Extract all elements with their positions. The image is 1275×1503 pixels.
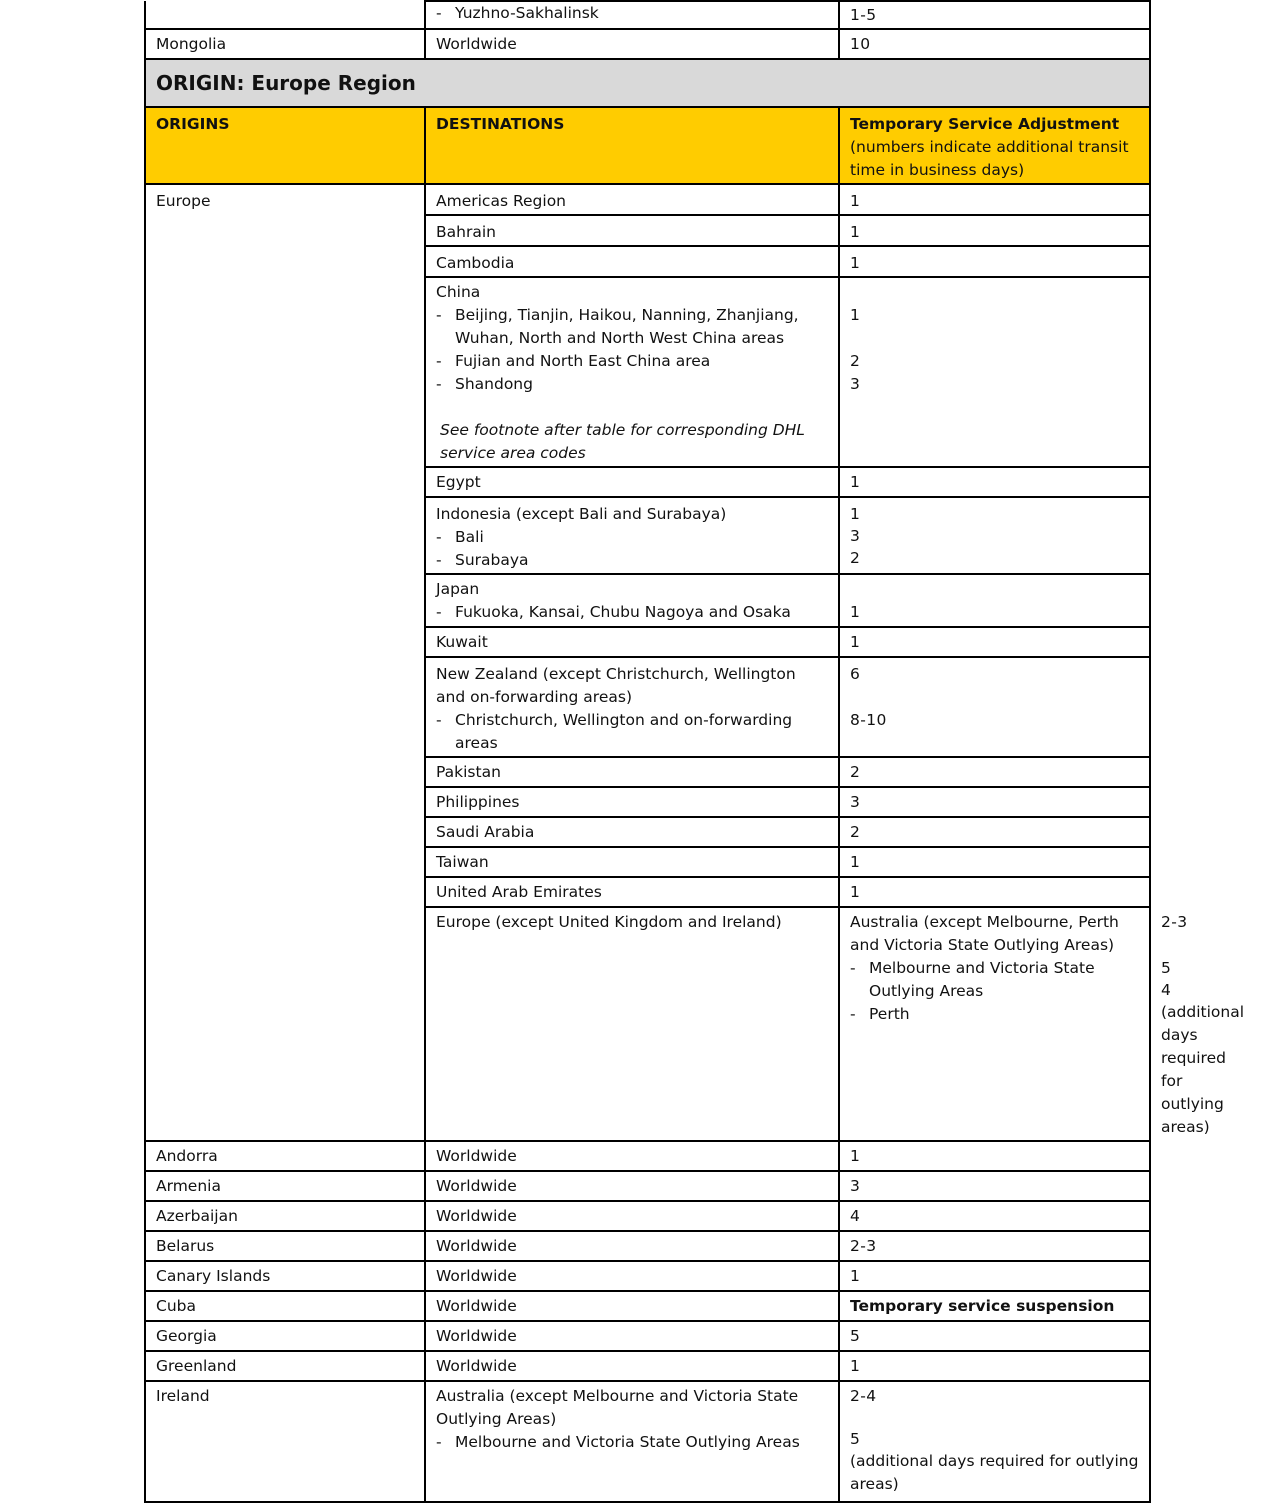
table-row (145, 1171, 1150, 1201)
adjustment-cell: 1 (839, 215, 1150, 246)
table-row (145, 1321, 1150, 1351)
table-row (145, 1291, 1150, 1321)
origin-cell: Armenia (145, 1171, 425, 1201)
adjustment-value: 2 (850, 352, 861, 370)
table-row (145, 1, 1150, 29)
destination-subitem: - Bali (436, 526, 828, 549)
destination-cell: Bahrain (425, 215, 839, 246)
table-row: Europe (except United Kingdom and Ireland) Australia (except Melbourne, Perth and Victoria State Outlying Areas) - Melbourne and Victoria State Outlying Areas - Perth 2-3 5 4 (additional days required for outlying areas) (145, 907, 1150, 1141)
destination-cell: Americas Region (425, 184, 839, 215)
origin-cell: Mongolia (145, 29, 425, 59)
origin-cell: Cuba (145, 1291, 425, 1321)
adjustment-value: 1 (850, 505, 861, 523)
destination-cell-indonesia (425, 497, 839, 574)
header-adjustment-title: Temporary Service Adjustment (850, 115, 1120, 133)
destination-subitem: - Christchurch, Wellington and on-forwarding areas (436, 709, 828, 755)
adjustment-value: 2 (850, 549, 861, 567)
destination-cell: Worldwide (425, 1141, 839, 1171)
adjustment-value: 3 (850, 375, 861, 393)
adjustment-value: 1 (850, 603, 861, 621)
adjustment-cell: 2 (839, 817, 1150, 847)
destination-main: Australia (except Melbourne, Perth and Victoria State Outlying Areas) (850, 913, 1119, 954)
destination-cell-china (425, 277, 839, 467)
destination-main: Indonesia (except Bali and Surabaya) (436, 505, 727, 523)
adjustment-cell (839, 1381, 1150, 1502)
adjustment-cell: 4 (839, 1201, 1150, 1231)
adjustment-cell: 2-3 (839, 1231, 1150, 1261)
destination-cell-japan (425, 574, 839, 627)
adjustment-cell: 1 (839, 1351, 1150, 1381)
footnote-reference: See footnote after table for corresponding DHL service area codes (440, 421, 805, 462)
region-title-row (145, 59, 1150, 107)
destination-cell: Worldwide (425, 1321, 839, 1351)
header-destinations: DESTINATIONS (425, 107, 839, 184)
destination-main: New Zealand (except Christchurch, Wellington and on-forwarding areas) (436, 665, 796, 706)
adjustment-cell: 1 (839, 847, 1150, 877)
destination-subitem: - Yuzhno-Sakhalinsk (436, 2, 828, 25)
destination-cell: Worldwide (425, 1261, 839, 1291)
destination-subitem: - Melbourne and Victoria State Outlying Areas (850, 957, 1139, 1003)
destination-cell: Taiwan (425, 847, 839, 877)
service-adjustment-table (144, 0, 1245, 1503)
destination-cell (425, 1, 839, 29)
origin-cell-europe: Europe (145, 184, 425, 1141)
destination-cell: Worldwide (425, 1291, 839, 1321)
adjustment-cell (839, 657, 1150, 757)
adjustment-cell: 2 (839, 757, 1150, 787)
destination-subitem: - Beijing, Tianjin, Haikou, Nanning, Zhanjiang, Wuhan, North and North West China areas (436, 304, 828, 350)
destination-cell (839, 907, 1150, 1141)
destination-cell: Cambodia (425, 246, 839, 277)
adjustment-value: 3 (850, 527, 861, 545)
table-row (145, 1261, 1150, 1291)
adjustment-cell: 1 (839, 246, 1150, 277)
adjustment-cell: 1 (839, 467, 1150, 497)
table-header-row (145, 107, 1150, 184)
adjustment-cell (839, 277, 1150, 467)
destination-cell: Egypt (425, 467, 839, 497)
destination-subitem: - Shandong (436, 373, 828, 396)
destination-cell-new-zealand (425, 657, 839, 757)
destination-cell: Worldwide (425, 1171, 839, 1201)
destination-cell: Worldwide (425, 1351, 839, 1381)
table-row (145, 29, 1150, 59)
service-suspension-cell: Temporary service suspension (839, 1291, 1150, 1321)
header-adjustment-note: (numbers indicate additional transit time in business days) (850, 138, 1129, 179)
adjustment-cell: 5 (839, 1321, 1150, 1351)
adjustment-value: 1 (850, 306, 861, 324)
destination-cell: Worldwide (425, 1201, 839, 1231)
destination-cell: Kuwait (425, 627, 839, 657)
table-row (145, 1141, 1150, 1171)
origin-cell: Ireland (145, 1381, 425, 1502)
region-title: ORIGIN: Europe Region (145, 59, 1150, 107)
adjustment-cell: 3 (839, 1171, 1150, 1201)
adjustment-cell: 1 (839, 184, 1150, 215)
destination-cell: United Arab Emirates (425, 877, 839, 907)
table-row (145, 1381, 1150, 1502)
header-origins: ORIGINS (145, 107, 425, 184)
origin-cell: Belarus (145, 1231, 425, 1261)
origin-cell: Canary Islands (145, 1261, 425, 1291)
transit-table-document (144, 0, 1245, 1503)
destination-subitem: - Surabaya (436, 549, 828, 572)
adjustment-cell: 1 (839, 627, 1150, 657)
destination-cell: Philippines (425, 787, 839, 817)
origin-cell: Europe (except United Kingdom and Ireland) (425, 907, 839, 1141)
adjustment-cell (839, 574, 1150, 627)
adjustment-cell: 3 (839, 787, 1150, 817)
origin-cell: Greenland (145, 1351, 425, 1381)
destination-main: China (436, 283, 481, 301)
adjustment-cell: 1 (839, 1261, 1150, 1291)
adjustment-cell (839, 497, 1150, 574)
adjustment-cell: 10 (839, 29, 1150, 59)
adjustment-value: 5 (850, 1430, 861, 1448)
origin-cell: Georgia (145, 1321, 425, 1351)
origin-cell (145, 1, 425, 29)
destination-subitem: - Fukuoka, Kansai, Chubu Nagoya and Osaka (436, 601, 828, 624)
adjustment-cell: 1-5 (839, 1, 1150, 29)
adjustment-note: (additional days required for outlying areas) (850, 1452, 1139, 1493)
table-row (145, 1231, 1150, 1261)
adjustment-cell: 1 (839, 877, 1150, 907)
adjustment-value: 6 (850, 665, 861, 683)
table-row (145, 1351, 1150, 1381)
origin-cell: Andorra (145, 1141, 425, 1171)
destination-cell (425, 1381, 839, 1502)
destination-subitem: - Perth (850, 1003, 1139, 1026)
destination-cell: Saudi Arabia (425, 817, 839, 847)
destination-main: Japan (436, 580, 480, 598)
origin-cell: Azerbaijan (145, 1201, 425, 1231)
destination-subitem: - Fujian and North East China area (436, 350, 828, 373)
adjustment-value: 2-4 (850, 1387, 877, 1405)
header-adjustment (839, 107, 1150, 184)
destination-cell: Pakistan (425, 757, 839, 787)
adjustment-value: 8-10 (850, 711, 887, 729)
destination-main: Australia (except Melbourne and Victoria State Outlying Areas) (436, 1387, 799, 1428)
adjustment-cell: 1 (839, 1141, 1150, 1171)
table-row (145, 1201, 1150, 1231)
destination-cell: Worldwide (425, 29, 839, 59)
destination-subitem: - Melbourne and Victoria State Outlying Areas (436, 1431, 828, 1454)
destination-cell: Worldwide (425, 1231, 839, 1261)
table-row (145, 184, 1150, 215)
